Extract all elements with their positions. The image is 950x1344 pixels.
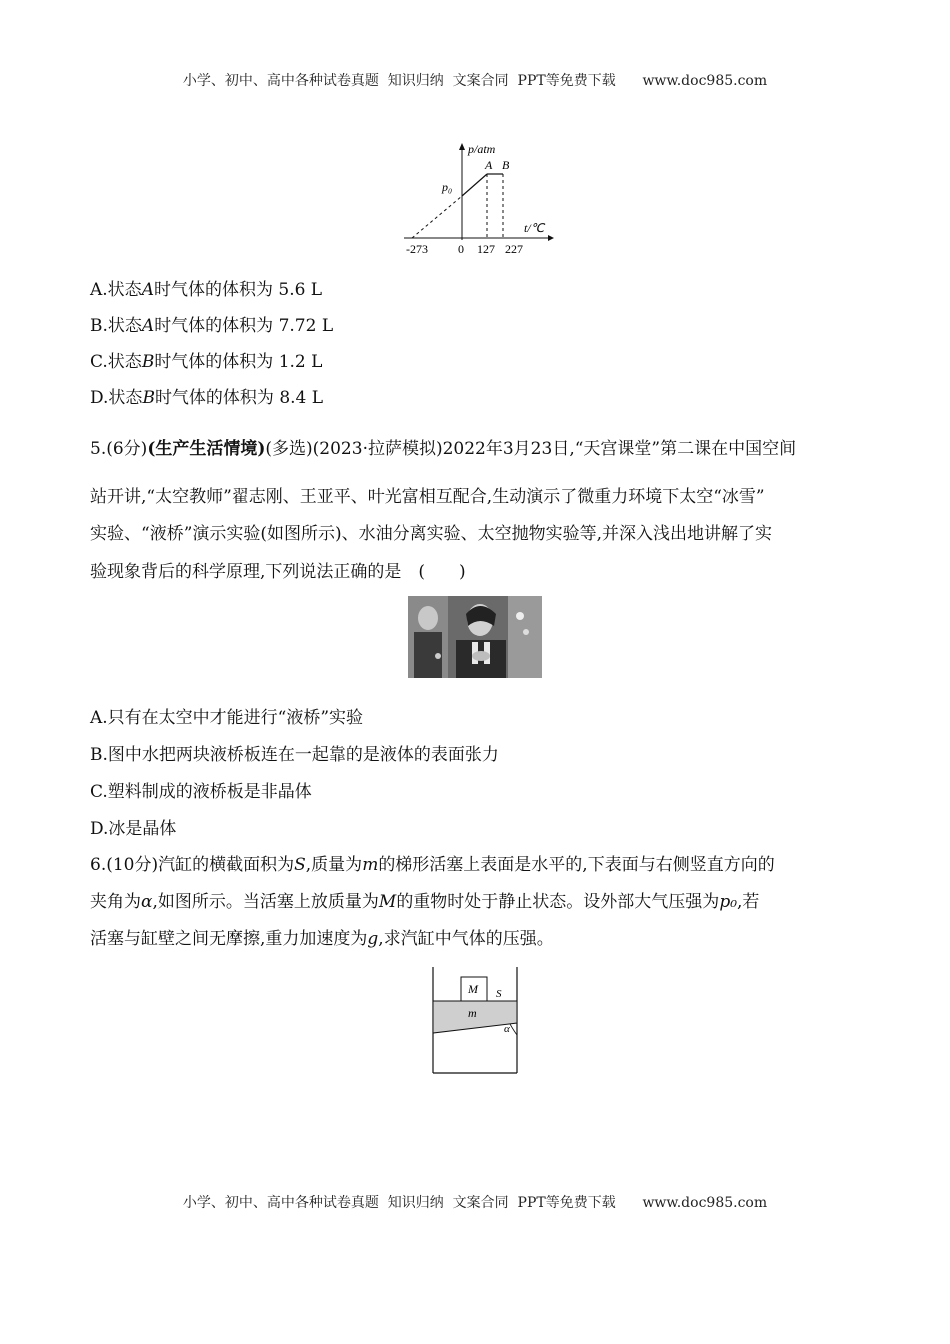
q5-stem-line1: 5.(6分)(生产生活情境)(多选)(2023·拉萨模拟)2022年3月23日,“天宫课堂”第二课在中国空间 bbox=[90, 439, 797, 459]
tick-label: 127 bbox=[477, 242, 495, 256]
alpha-arc bbox=[510, 1024, 517, 1035]
q5-stem-line4: 验现象背后的科学原理,下列说法正确的是 ( ) bbox=[90, 562, 466, 582]
point-A-label: A bbox=[485, 158, 493, 172]
tick-label: 0 bbox=[458, 242, 464, 256]
q5-option-a: A.只有在太空中才能进行“液桥”实验 bbox=[90, 708, 364, 728]
tick-label: -273 bbox=[406, 242, 428, 256]
tick-label: 227 bbox=[505, 242, 523, 256]
q4-option-b: B.状态A时气体的体积为 7.72 L bbox=[90, 316, 334, 336]
y-axis-label: p/atm bbox=[468, 142, 496, 156]
q5-option-d: D.冰是晶体 bbox=[90, 819, 177, 839]
liquid-bridge-photo bbox=[408, 596, 542, 678]
cylinder-diagram bbox=[430, 965, 522, 1077]
q5-option-c: C.塑料制成的液桥板是非晶体 bbox=[90, 782, 312, 802]
piston-mass-label: m bbox=[468, 1006, 477, 1020]
page-footer: 小学、初中、高中各种试卷真题 知识归纳 文案合同 PPT等免费下载 www.doc985.com bbox=[182, 1195, 768, 1211]
x-axis-arrow bbox=[548, 235, 554, 241]
extrapolation-line bbox=[412, 196, 462, 238]
point-B-label: B bbox=[502, 158, 510, 172]
area-label: S bbox=[496, 988, 502, 1000]
q4-option-c: C.状态B时气体的体积为 1.2 L bbox=[90, 352, 323, 372]
x-axis-label: t/℃ bbox=[524, 221, 545, 235]
q5-option-b: B.图中水把两块液桥板连在一起靠的是液体的表面张力 bbox=[90, 745, 499, 765]
p0-label: p₀ bbox=[442, 180, 453, 194]
line-0-to-A bbox=[462, 174, 487, 196]
alpha-label: α bbox=[504, 1023, 510, 1035]
p-t-graph bbox=[398, 140, 558, 260]
q6-stem-line2: 夹角为α,如图所示。当活塞上放质量为M的重物时处于静止状态。设外部大气压强为p₀,若 bbox=[90, 892, 760, 912]
weight-label: M bbox=[468, 982, 478, 996]
y-axis-arrow bbox=[459, 143, 465, 150]
q5-stem-line3: 实验、“液桥”演示实验(如图所示)、水油分离实验、太空抛物实验等,并深入浅出地讲解了实 bbox=[90, 524, 773, 544]
q4-option-d: D.状态B时气体的体积为 8.4 L bbox=[90, 388, 324, 408]
q4-option-a: A.状态A时气体的体积为 5.6 L bbox=[90, 280, 323, 300]
page-header: 小学、初中、高中各种试卷真题 知识归纳 文案合同 PPT等免费下载 www.doc985.com bbox=[182, 73, 768, 89]
q5-stem-line2: 站开讲,“太空教师”翟志刚、王亚平、叶光富相互配合,生动演示了微重力环境下太空“冰雪” bbox=[90, 487, 765, 507]
q6-stem-line3: 活塞与缸壁之间无摩擦,重力加速度为g,求汽缸中气体的压强。 bbox=[90, 929, 554, 949]
q6-stem-line1: 6.(10分)汽缸的横截面积为S,质量为m的梯形活塞上表面是水平的,下表面与右侧竖直方向的 bbox=[90, 855, 775, 875]
